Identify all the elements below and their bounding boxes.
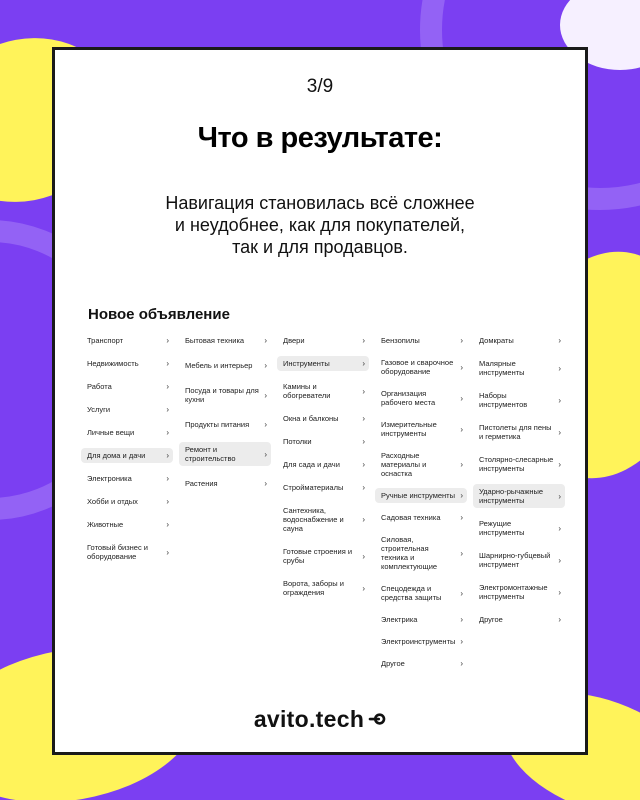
category-item-label: Посуда и товары для кухни [185,386,259,404]
category-item-label: Садовая техника [381,513,441,522]
chevron-right-icon: › [264,361,267,370]
chevron-right-icon: › [362,460,365,469]
chevron-right-icon: › [264,449,267,459]
category-item[interactable] [277,434,369,449]
chevron-right-icon: › [460,393,463,403]
category-item[interactable] [277,411,369,426]
category-item[interactable] [375,634,467,649]
slide-counter: 3/9 [306,76,334,97]
chevron-right-icon: › [362,414,365,423]
category-item[interactable] [473,612,565,627]
category-item-label: Транспорт [87,336,124,345]
category-item[interactable] [375,448,467,481]
category-item[interactable] [375,417,467,441]
category-item-label: Шарнирно-губцевый инструмент [479,551,551,569]
chevron-right-icon: › [362,483,365,492]
category-item-label: Домкраты [479,336,514,345]
chevron-right-icon: › [362,336,365,345]
chevron-right-icon: › [558,491,561,501]
chevron-right-icon: › [460,513,463,522]
category-item[interactable] [277,333,369,348]
chevron-right-icon: › [166,451,169,460]
category-item-label: Организация рабочего места [381,389,436,407]
category-item[interactable] [473,333,565,348]
category-item[interactable] [375,656,467,671]
chevron-right-icon: › [460,424,463,434]
category-item[interactable] [81,425,173,440]
chevron-right-icon: › [558,459,561,469]
chevron-right-icon: › [362,437,365,446]
category-item-label: Стройматериалы [283,483,344,492]
chevron-right-icon: › [264,420,267,429]
chevron-right-icon: › [558,336,561,345]
category-item[interactable] [375,386,467,410]
category-item[interactable] [473,580,565,604]
category-item[interactable] [81,494,173,509]
category-item[interactable] [375,510,467,525]
category-item-label: Ручные инструменты [381,491,456,500]
category-item[interactable] [473,420,565,444]
chevron-right-icon: › [166,520,169,529]
category-item-label: Личные вещи [87,428,135,437]
category-item[interactable] [375,333,467,348]
chevron-right-icon: › [460,588,463,598]
category-item-label: Для дома и дачи [87,451,146,460]
category-item-label: Ворота, заборы и ограждения [283,579,344,597]
category-item[interactable] [473,388,565,412]
chevron-right-icon: › [264,336,267,345]
category-item-label: Другое [479,615,503,624]
category-item-label: Режущие инструменты [479,519,525,537]
chevron-right-icon: › [362,583,365,593]
category-item-label: Столярно-слесарные инструменты [479,455,554,473]
chevron-right-icon: › [166,547,169,557]
category-item[interactable] [81,517,173,532]
category-item[interactable] [277,379,369,403]
category-item-label: Электроинструменты [381,637,456,646]
chevron-right-icon: › [558,363,561,373]
category-item-label: Малярные инструменты [479,359,525,377]
category-column-2 [179,333,271,501]
slide-heading: Что в результате: [197,122,443,154]
chevron-right-icon: › [460,659,463,668]
chevron-right-icon: › [166,474,169,483]
category-item[interactable] [179,442,271,466]
category-item-label: Готовые строения и срубы [283,547,353,565]
slide-description [95,192,545,258]
chevron-right-icon: › [460,362,463,372]
category-item-label: Пистолеты для пены и герметика [479,423,552,441]
chevron-right-icon: › [558,587,561,597]
category-item[interactable] [81,379,173,394]
category-item[interactable] [81,333,173,348]
chevron-right-icon: › [166,336,169,345]
chevron-right-icon: › [166,359,169,368]
description-line: Навигация становилась всё сложнее [165,193,475,213]
category-item[interactable] [375,612,467,627]
category-item[interactable] [277,457,369,472]
chevron-right-icon: › [362,386,365,396]
category-item-label: Инструменты [283,359,330,368]
category-item-label: Расходные материалы и оснастка [381,451,427,478]
chevron-right-icon: › [460,637,463,646]
category-item[interactable] [179,476,271,491]
category-item-label: Продукты питания [185,420,250,429]
category-item-label: Спецодежда и средства защиты [381,584,442,602]
category-item[interactable] [81,471,173,486]
chevron-right-icon: › [460,460,463,469]
category-item-label: Электрика [381,615,418,624]
chevron-right-icon: › [558,395,561,405]
chevron-right-icon: › [460,615,463,624]
category-column-1 [81,333,173,572]
category-item-label: Работа [87,382,112,391]
category-item[interactable] [473,516,565,540]
category-item[interactable] [81,402,173,417]
chevron-right-icon: › [264,479,267,488]
category-item[interactable] [81,540,173,564]
chevron-right-icon: › [558,555,561,565]
description-line: так и для продавцов. [232,237,408,257]
category-item-label: Мебель и интерьер [185,361,253,370]
category-item-label: Газовое и сварочное оборудование [381,358,454,376]
category-item-label: Наборы инструментов [479,391,528,409]
chevron-right-icon: › [264,390,267,400]
brand-logo [55,706,585,733]
category-item[interactable] [375,355,467,379]
category-item-label: Силовая, строительная техника и комплектующие [381,535,438,571]
description-line: и неудобнее, как для покупателей, [174,215,466,235]
category-item[interactable] [277,356,369,371]
chevron-right-icon: › [166,428,169,437]
category-item-label: Ремонт и строительство [185,445,236,463]
category-item-label: Бытовая техника [185,336,245,345]
category-item[interactable] [179,417,271,432]
category-item-label: Двери [283,336,305,345]
chevron-right-icon: › [362,515,365,524]
category-item-label: Окна и балконы [283,414,339,423]
category-item[interactable] [81,448,173,463]
category-item[interactable] [179,383,271,407]
category-item[interactable] [277,544,369,568]
chevron-right-icon: › [362,551,365,561]
category-item[interactable] [81,356,173,371]
category-item[interactable] [473,452,565,476]
category-item[interactable] [473,548,565,572]
category-item[interactable] [277,480,369,495]
category-item-label: Камины и обогреватели [283,382,331,400]
category-item-label: Бензопилы [381,336,420,345]
chevron-right-icon: › [166,405,169,414]
category-item-label: Электроника [87,474,132,483]
chevron-right-icon: › [460,491,463,500]
category-item-label: Потолки [283,437,312,446]
category-column-3 [277,333,369,608]
chevron-right-icon: › [558,427,561,437]
category-item[interactable] [277,576,369,600]
chevron-right-icon: › [558,523,561,533]
category-column-4 [375,333,467,678]
category-item-label: Готовый бизнес и оборудование [87,543,148,561]
category-columns [81,333,571,673]
slide-card [52,47,588,755]
category-item-label: Услуги [87,405,111,414]
category-screenshot-title: Новое объявление [88,306,230,323]
category-item-label: Ударно-рычажные инструменты [479,487,544,505]
category-item-label: Измерительные инструменты [381,420,437,438]
category-item[interactable] [277,503,369,536]
category-item[interactable] [179,358,271,373]
chevron-right-icon: › [558,615,561,624]
chevron-right-icon: › [460,548,463,558]
category-item[interactable] [375,581,467,605]
category-item[interactable] [473,484,565,508]
category-item[interactable] [473,356,565,380]
category-item-label: Недвижимость [87,359,139,368]
category-item-label: Растения [185,479,218,488]
category-item-label: Для сада и дачи [283,460,340,469]
category-item[interactable] [375,488,467,503]
chevron-right-icon: › [166,382,169,391]
chevron-right-icon: › [362,359,365,368]
category-item-label: Сантехника, водоснабжение и сауна [283,506,344,533]
avito-swoosh-icon [368,712,386,726]
chevron-right-icon: › [460,336,463,345]
category-column-5 [473,333,565,635]
category-item-label: Животные [87,520,124,529]
category-item-label: Хобби и отдых [87,497,138,506]
category-item[interactable] [179,333,271,348]
category-item[interactable] [375,532,467,574]
category-item-label: Другое [381,659,405,668]
brand-logo-text: avito.tech [253,706,365,732]
chevron-right-icon: › [166,497,169,506]
category-item-label: Электромонтажные инструменты [479,583,548,601]
